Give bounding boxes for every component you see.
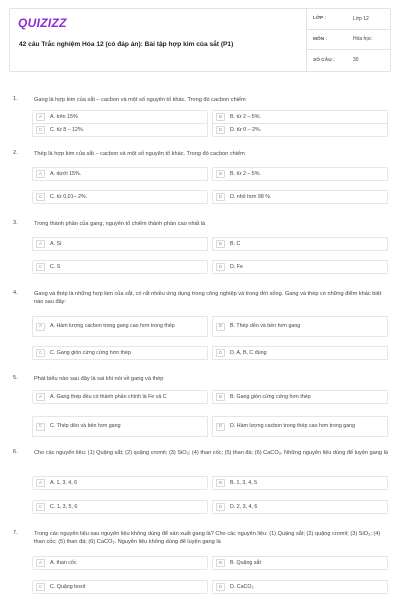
question-number: 5. [13, 375, 18, 381]
option-letter-box: B [216, 323, 225, 331]
option-text: B. Gang giòn cứng cứng hơn thép [230, 393, 311, 400]
answer-option[interactable] [212, 556, 388, 570]
answer-option[interactable] [32, 123, 208, 137]
option-letter-box: B [216, 240, 225, 248]
option-text: B. Quặng sắt [230, 559, 261, 566]
option-letter-box: B [216, 393, 225, 401]
option-letter-box: B [216, 113, 225, 121]
option-letter-box: C [36, 193, 45, 201]
option-text: D. CaCO₃ [230, 583, 254, 590]
answer-option[interactable] [32, 190, 208, 204]
option-letter-box: D [216, 126, 225, 134]
option-text: C. 1, 3, 5, 6 [50, 503, 78, 510]
option-text: A. Si [50, 240, 62, 247]
option-text: B. C [230, 240, 241, 247]
answer-option[interactable] [212, 346, 388, 360]
option-letter-box: B [216, 559, 225, 567]
meta-label: LỚP : [313, 16, 327, 22]
option-letter-box: A [36, 559, 45, 567]
option-letter-box: D [216, 263, 225, 271]
answer-option[interactable] [212, 110, 388, 124]
option-text: D. nhỏ hơn 98 %. [230, 193, 272, 200]
answer-option[interactable] [212, 500, 388, 514]
question-text: Trong thành phần của gang, nguyên tố chiếm thành phần cao nhất là [34, 221, 206, 227]
answer-option[interactable] [212, 580, 388, 594]
answer-option[interactable] [32, 416, 208, 437]
question-text: Gang là hợp kim của sắt – cacbon và một số nguyên tố khác. Trong đó cacbon chiếm [34, 97, 246, 103]
answer-option[interactable] [212, 123, 388, 137]
answer-option[interactable] [32, 316, 208, 337]
meta-value: Lớp 12 [353, 15, 369, 22]
option-letter-box: C [36, 263, 45, 271]
option-text: C. Gang giòn cứng cứng hơn thép [50, 349, 131, 356]
worksheet-title: 42 câu Trắc nghiệm Hóa 12 (có đáp án): Bài tập hợp kim của sắt (P1) [19, 41, 234, 48]
answer-option[interactable] [32, 390, 208, 404]
meta-row-question-count [307, 50, 390, 71]
answer-option[interactable] [212, 316, 388, 337]
meta-row-class [307, 9, 390, 30]
option-text: D. 2, 3, 4, 6 [230, 503, 258, 510]
meta-row-subject [307, 30, 390, 51]
meta-value: Hóa học [353, 36, 372, 43]
question-number: 3. [13, 220, 18, 226]
option-text: D. Fe [230, 263, 243, 270]
answer-option[interactable] [212, 260, 388, 274]
option-text: B. Thép dẻo và bền hơn gang [230, 323, 301, 329]
option-text: D. A, B, C đúng [230, 349, 267, 356]
question-text: Cho các nguyên liệu: (1) Quặng sắt; (2) quặng cromit; (3) SiO₂; (4) than cốc; (5) than đá; (6) CaCO₃. Những nguyên liệu dùng để luyện gang là [34, 450, 388, 456]
answer-option[interactable] [32, 580, 208, 594]
question-number: 6. [13, 449, 18, 455]
option-text: B. từ 2 – 5%. [230, 113, 261, 120]
answer-option[interactable] [32, 346, 208, 360]
option-letter-box: A [36, 113, 45, 121]
option-letter-box: D [216, 349, 225, 357]
meta-label: SỐ CÂU : [313, 57, 335, 63]
option-text: B. từ 2 – 5%. [230, 170, 261, 177]
answer-option[interactable] [32, 556, 208, 570]
option-text: A. Hàm lượng cacbon trong gang cao hơn trong thép [50, 323, 175, 329]
answer-option[interactable] [32, 237, 208, 251]
question-number: 2. [13, 150, 18, 156]
option-letter-box: C [36, 583, 45, 591]
option-letter-box: C [36, 349, 45, 357]
question-number: 1. [13, 96, 18, 102]
option-letter-box: A [36, 479, 45, 487]
question-text: Phát biểu nào sau đây là sai khi nói về gang và thép [34, 376, 164, 382]
option-text: D. từ 0 – 2%. [230, 126, 262, 133]
question-number: 4. [13, 290, 18, 296]
option-text: A. Gang thép đều có thành phần chính là Fe và C [50, 393, 167, 400]
option-letter-box: C [36, 126, 45, 134]
option-letter-box: D [216, 503, 225, 511]
option-text: D. Hàm lượng cacbon trong thép cao hơn trong gang [230, 423, 356, 429]
option-text: A. dưới 15%. [50, 170, 82, 177]
option-text: B. 1, 3, 4, 5 [230, 479, 258, 486]
answer-option[interactable] [32, 476, 208, 490]
option-text: A. trên 15% [50, 113, 78, 120]
option-letter-box: D [216, 583, 225, 591]
answer-option[interactable] [212, 167, 388, 181]
option-text: C. từ 0,01– 2%. [50, 193, 88, 200]
answer-option[interactable] [212, 390, 388, 404]
option-letter-box: A [36, 240, 45, 248]
option-letter-box: B [216, 479, 225, 487]
answer-option[interactable] [32, 500, 208, 514]
answer-option[interactable] [32, 260, 208, 274]
answer-option[interactable] [32, 167, 208, 181]
meta-label: MÔN : [313, 36, 328, 42]
question-text: Trong các nguyên liệu sau nguyên liệu không dùng để sản xuất gang là? Cho các nguyên liệu: (1) Quặng sắt; (2) quặng cromit; (3) SiO₂; (4) than cốc; (5) than đá; (6) CaCO₃. Nguyên liệu không dùng để luyện gang là [34, 531, 381, 545]
option-letter-box: A [36, 323, 45, 331]
option-letter-box: C [36, 423, 45, 431]
option-text: C. S [50, 263, 61, 270]
question-number: 7. [13, 530, 18, 536]
option-text: C. Quặng boxit [50, 583, 86, 590]
question-text: Thép là hợp kim của sắt – cacbon và một số nguyên tố khác. Trong đó cacbon chiếm [34, 151, 245, 157]
option-text: A. 1, 3, 4, 6 [50, 479, 78, 486]
quizizz-logo: QUIZIZZ [18, 16, 67, 30]
option-text: C. từ 8 – 12%. [50, 126, 85, 133]
answer-option[interactable] [212, 190, 388, 204]
answer-option[interactable] [212, 476, 388, 490]
meta-value: 30 [353, 57, 359, 64]
option-letter-box: B [216, 170, 225, 178]
question-text: Gang và thép là những hợp kim của sắt, có rất nhiều ứng dụng trong công nghiệp và trong đời sống. Gang và thép có những điểm khác biệt nào sau đây: [34, 291, 382, 305]
option-text: A. than cốc [50, 559, 77, 566]
option-letter-box: A [36, 170, 45, 178]
answer-option[interactable] [212, 416, 388, 437]
option-letter-box: D [216, 193, 225, 201]
worksheet-meta [306, 9, 390, 71]
option-letter-box: C [36, 503, 45, 511]
option-text: C. Thép dẻo và bền hơn gang [50, 423, 121, 429]
worksheet-header [9, 8, 391, 72]
answer-option[interactable] [212, 237, 388, 251]
answer-option[interactable] [32, 110, 208, 124]
option-letter-box: D [216, 423, 225, 431]
option-letter-box: A [36, 393, 45, 401]
